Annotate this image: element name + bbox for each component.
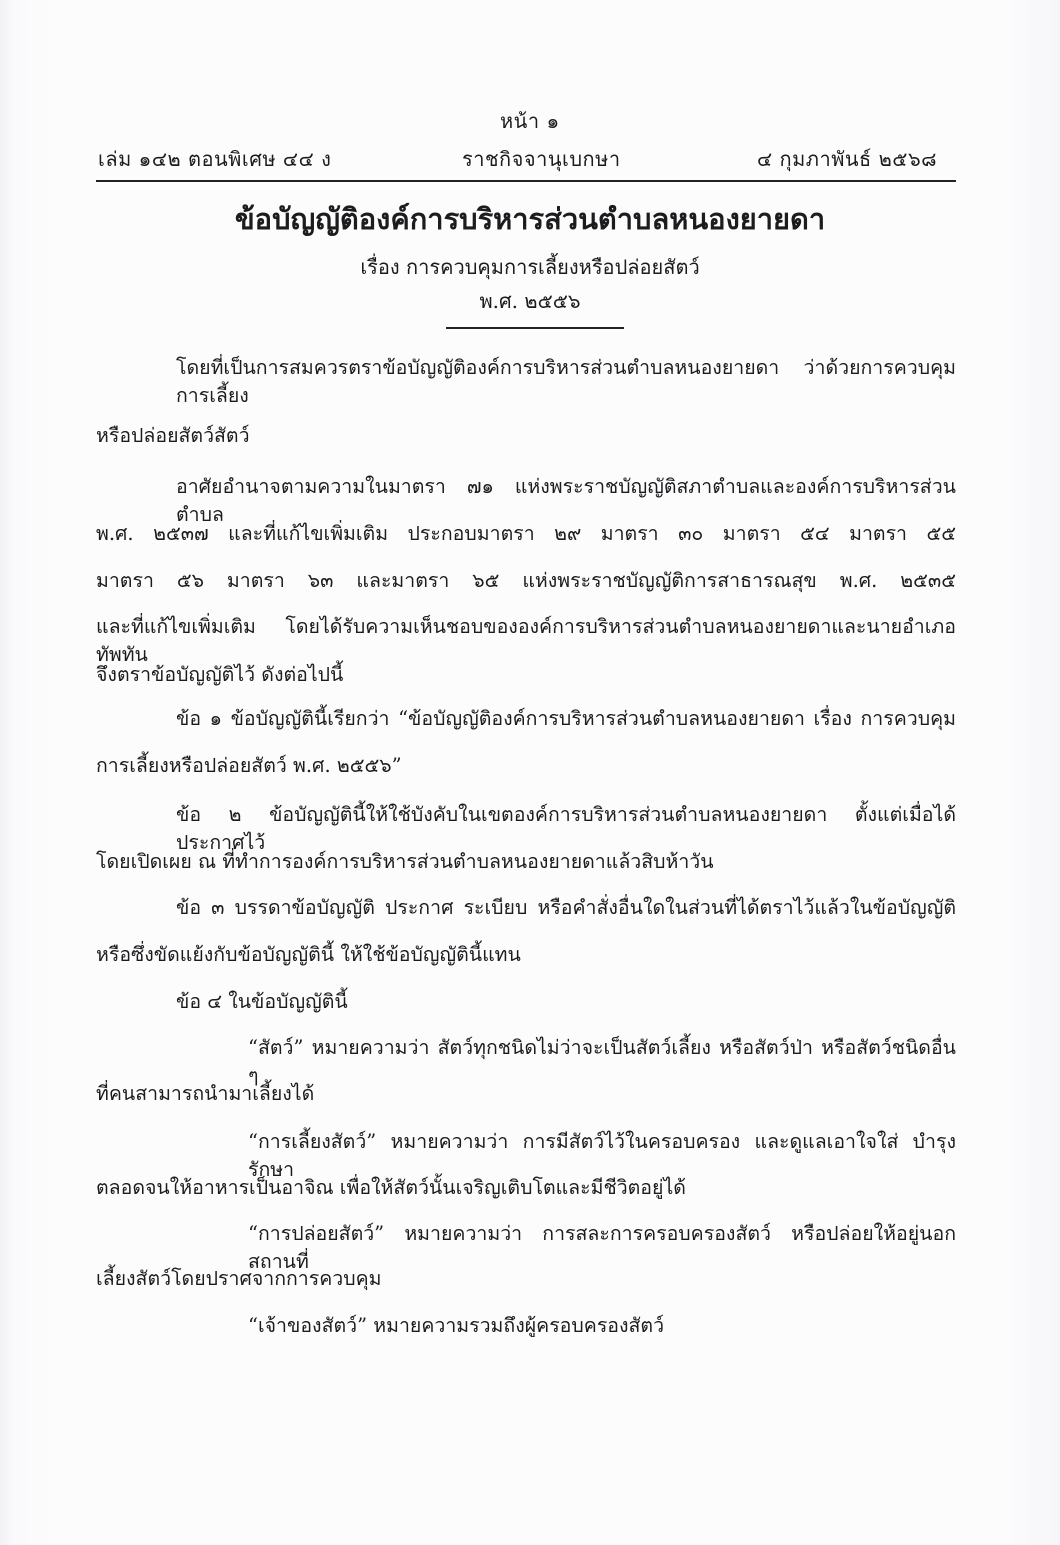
preamble-line-1: โดยที่เป็นการสมควรตราข้อบัญญัติองค์การบริหารส่วนตำบลหนองยายดา ว่าด้วยการควบคุมการเลี้ยง (176, 356, 956, 407)
clause-2-line-1: ข้อ ๒ ข้อบัญญัตินี้ให้ใช้บังคับในเขตองค์การบริหารส่วนตำบลหนองยายดา ตั้งแต่เมื่อได้ประกาศไว้ (176, 803, 956, 854)
definition-release-line-1: “การปล่อยสัตว์” หมายความว่า การสละการครอบครองสัตว์ หรือปล่อยให้อยู่นอกสถานที่ (248, 1222, 956, 1273)
authority-line-2: พ.ศ. ๒๕๓๗ และที่แก้ไขเพิ่มเติม ประกอบมาตรา ๒๙ มาตรา ๓๐ มาตรา ๕๔ มาตรา ๕๕ (96, 522, 956, 545)
publication-date: ๔ กุมภาพันธ์ ๒๕๖๘ (757, 147, 938, 171)
page-number: หน้า ๑ (500, 109, 560, 133)
clause-2-line-2: โดยเปิดเผย ณ ที่ทำการองค์การบริหารส่วนตำบลหนองยายดาแล้วสิบห้าวัน (96, 850, 714, 873)
definition-release-line-2: เลี้ยงสัตว์โดยปราศจากการควบคุม (96, 1267, 382, 1290)
header-divider (96, 180, 956, 182)
definition-owner: “เจ้าของสัตว์” หมายความรวมถึงผู้ครอบครองสัตว์ (248, 1314, 665, 1337)
clause-3-line-2: หรือซึ่งขัดแย้งกับข้อบัญญัตินี้ ให้ใช้ข้อบัญญัตินี้แทน (96, 943, 521, 966)
document-subtitle: เรื่อง การควบคุมการเลี้ยงหรือปล่อยสัตว์ (360, 255, 700, 279)
document-year: พ.ศ. ๒๕๕๖ (479, 289, 581, 313)
clause-1-line-2: การเลี้ยงหรือปล่อยสัตว์ พ.ศ. ๒๕๕๖” (96, 754, 402, 777)
publication-name: ราชกิจจานุเบกษา (462, 147, 621, 171)
definition-animal-line-2: ที่คนสามารถนำมาเลี้ยงได้ (96, 1082, 315, 1105)
authority-line-4: และที่แก้ไขเพิ่มเติม โดยได้รับความเห็นชอบขององค์การบริหารส่วนตำบลหนองยายดาและนายอำเภอทัพทัน (96, 615, 956, 666)
preamble-line-2: หรือปล่อยสัตว์สัตว์ (96, 424, 250, 447)
clause-3-line-1: ข้อ ๓ บรรดาข้อบัญญัติ ประกาศ ระเบียบ หรือคำสั่งอื่นใดในส่วนที่ได้ตราไว้แล้วในข้อบัญญัติ (176, 896, 956, 919)
definition-raising-line-1: “การเลี้ยงสัตว์” หมายความว่า การมีสัตว์ไว้ในครอบครอง และดูแลเอาใจใส่ บำรุงรักษา (248, 1130, 956, 1181)
authority-line-3: มาตรา ๕๖ มาตรา ๖๓ และมาตรา ๖๕ แห่งพระราชบัญญัติการสาธารณสุข พ.ศ. ๒๕๓๕ (96, 569, 956, 592)
definition-animal-line-1: “สัตว์” หมายความว่า สัตว์ทุกชนิดไม่ว่าจะเป็นสัตว์เลี้ยง หรือสัตว์ป่า หรือสัตว์ชนิดอื่น ๆ (248, 1036, 956, 1087)
definition-raising-line-2: ตลอดจนให้อาหารเป็นอาจิณ เพื่อให้สัตว์นั้นเจริญเติบโตและมีชีวิตอยู่ได้ (96, 1176, 686, 1199)
clause-1-line-1: ข้อ ๑ ข้อบัญญัตินี้เรียกว่า “ข้อบัญญัติองค์การบริหารส่วนตำบลหนองยายดา เรื่อง การควบคุม (176, 707, 956, 730)
volume-info: เล่ม ๑๔๒ ตอนพิเศษ ๔๔ ง (98, 147, 332, 171)
document-title: ข้อบัญญัติองค์การบริหารส่วนตำบลหนองยายดา (234, 202, 826, 236)
clause-4: ข้อ ๔ ในข้อบัญญัตินี้ (176, 990, 348, 1013)
authority-line-1: อาศัยอำนาจตามความในมาตรา ๗๑ แห่งพระราชบัญญัติสภาตำบลและองค์การบริหารส่วนตำบล (176, 475, 956, 526)
authority-line-5: จึงตราข้อบัญญัติไว้ ดังต่อไปนี้ (96, 663, 344, 686)
title-divider (446, 327, 624, 329)
